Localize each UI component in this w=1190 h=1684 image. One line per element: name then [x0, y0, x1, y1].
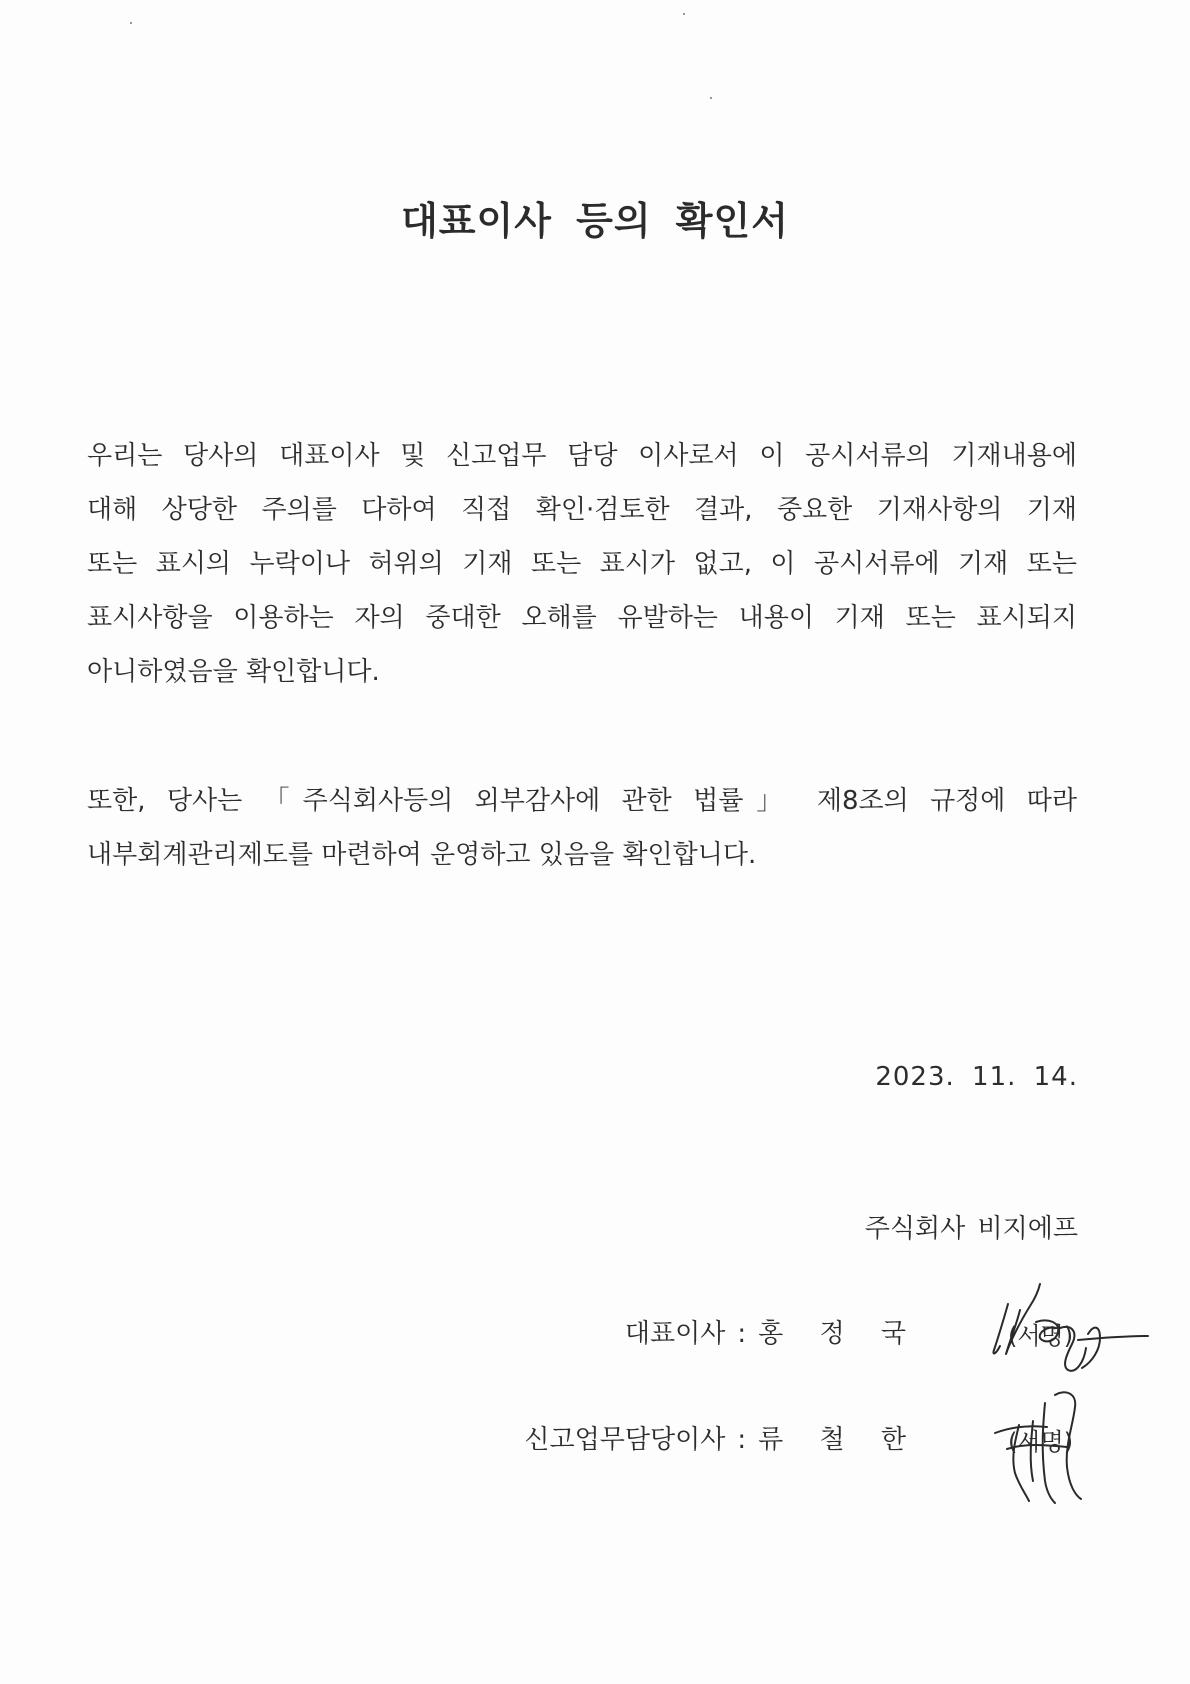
document-title: 대표이사 등의 확인서 — [401, 199, 789, 243]
signature-mark-label: (서명) — [1008, 1322, 1074, 1350]
scan-speck — [683, 13, 685, 15]
internal-control-paragraph — [87, 774, 1077, 882]
company-name: 주식회사 비지에프 — [864, 1214, 1078, 1244]
scan-speck — [130, 22, 132, 24]
paragraph-line: 또는 표시의 누락이나 허위의 기재 또는 표시가 없고, 이 공시서류에 기재 또는 — [87, 549, 1077, 579]
signatory-colon: : — [737, 1425, 747, 1455]
signatory-name: 홍 정 국 — [758, 1319, 920, 1349]
paragraph-line: 표시사항을 이용하는 자의 중대한 오해를 유발하는 내용이 기재 또는 표시되지 — [87, 603, 1077, 633]
confirmation-paragraph — [87, 429, 1077, 699]
signatory-disclosure-officer — [524, 1419, 920, 1456]
signature-mark-label: (서명) — [1008, 1428, 1074, 1456]
paragraph-line: 내부회계관리제도를 마련하여 운영하고 있음을 확인합니다. — [87, 840, 757, 870]
signatory-role: 신고업무담당이사 — [524, 1425, 726, 1455]
scan-speck — [710, 97, 712, 99]
signatory-colon: : — [737, 1319, 747, 1349]
signatory-ceo — [625, 1313, 920, 1350]
signatory-name: 류 철 한 — [758, 1425, 920, 1455]
signatory-role: 대표이사 — [624, 1319, 726, 1349]
document-date: 2023. 11. 14. — [875, 1062, 1078, 1092]
paragraph-line: 우리는 당사의 대표이사 및 신고업무 담당 이사로서 이 공시서류의 기재내용에 — [87, 441, 1077, 471]
paragraph-line: 아니하였음을 확인합니다. — [87, 657, 380, 687]
paragraph-line: 대해 상당한 주의를 다하여 직접 확인·검토한 결과, 중요한 기재사항의 기재 — [87, 495, 1077, 525]
paragraph-line: 또한, 당사는 「주식회사등의 외부감사에 관한 법률」 제8조의 규정에 따라 — [87, 786, 1077, 816]
